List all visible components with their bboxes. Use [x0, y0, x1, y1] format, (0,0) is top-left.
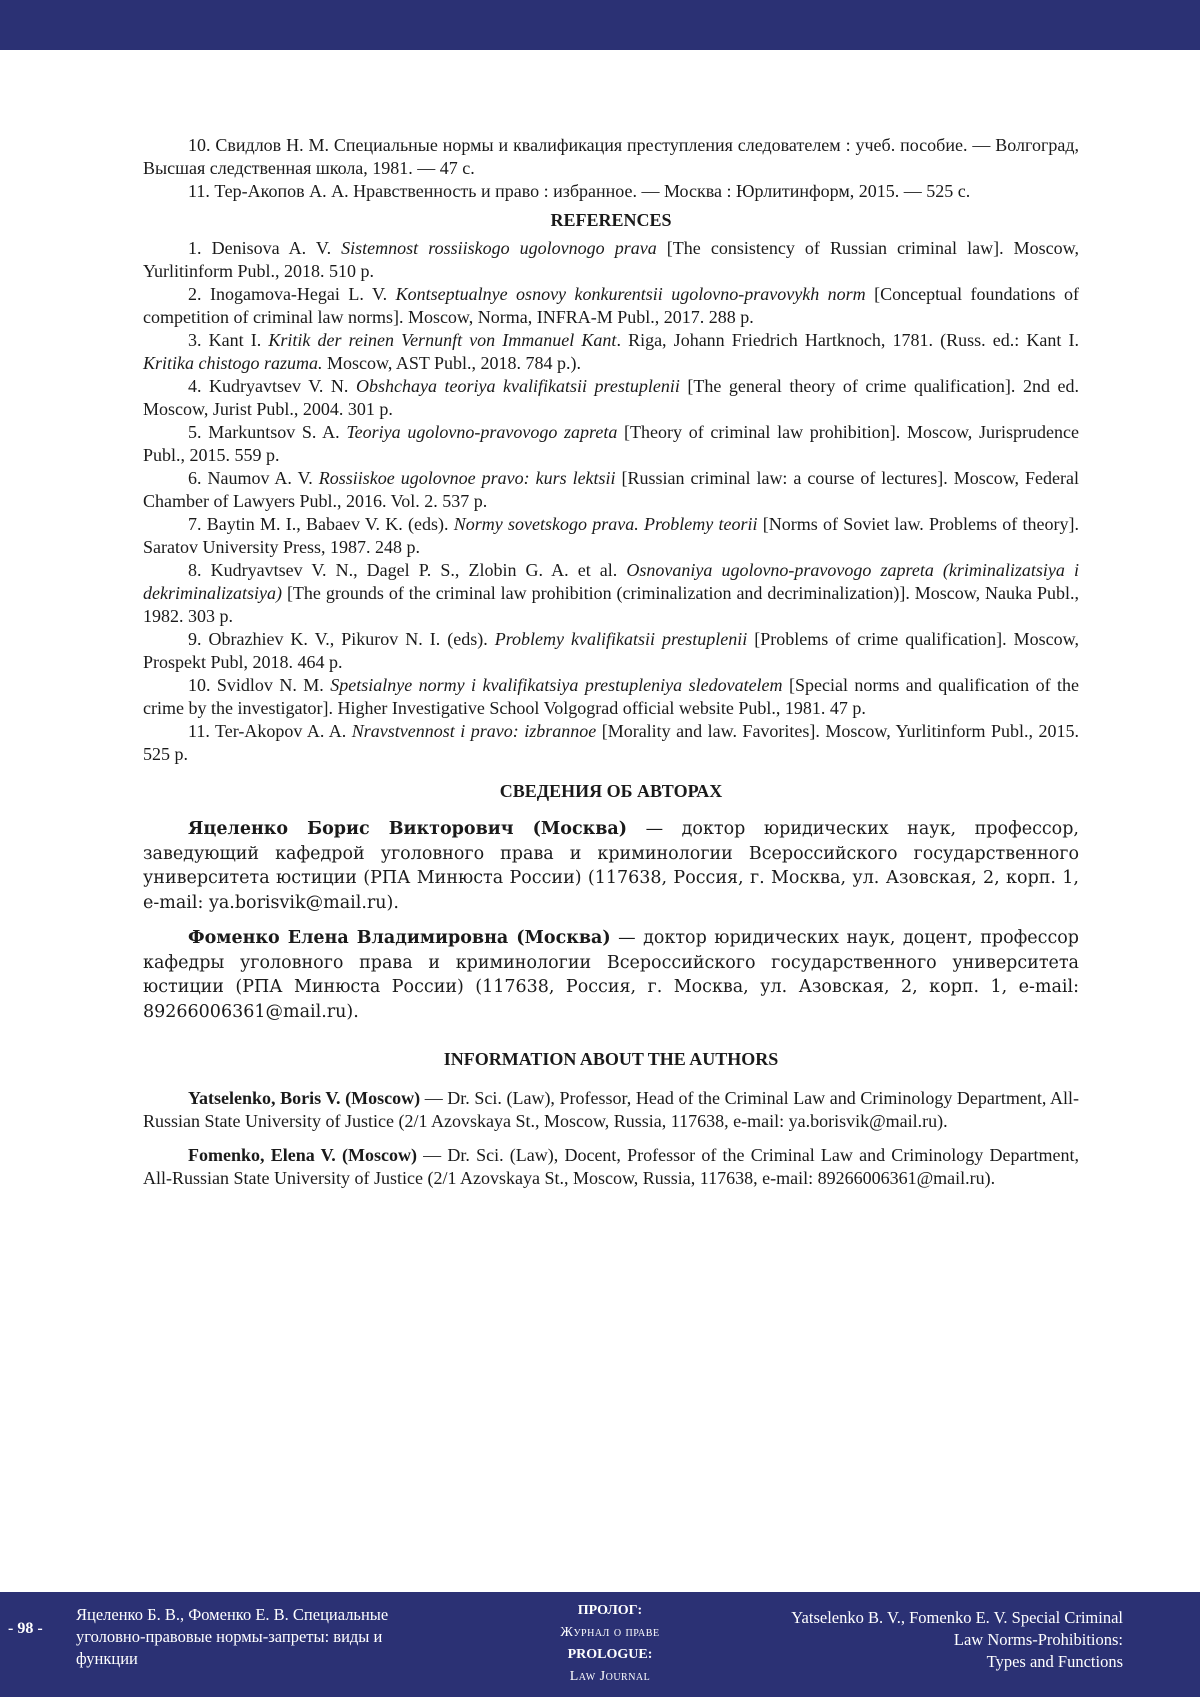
journal-title-en: PROLOGUE: — [567, 1647, 653, 1662]
footer-citation-en — [723, 1607, 1123, 1673]
page-number: - 98 - — [8, 1620, 43, 1637]
reference-item: 8. Kudryavtsev V. N., Dagel P. S., Zlobin G. A. et al. Osnovaniya ugolovno-pravovogo zapreta (kriminalizatsiya i dekriminalizatsiya) [The grounds of the criminal law prohibition (criminalization and decriminalization)]. Moscow, Nauka Publ., 1982. 303 p. — [143, 560, 1079, 626]
journal-subtitle-ru: Журнал о праве — [560, 1625, 660, 1640]
journal-title-ru: ПРОЛОГ: — [577, 1603, 643, 1618]
author-ru-item: Фоменко Елена Владимировна (Москва) — доктор юридических наук, доцент, профессор кафедры уголовного права и криминологии Всероссийского государственного университета юстиции (РПА Минюста России) (117638, Россия, г. Москва, ул. Азовская, 2, корп. 1, e-mail: 89266006361@mail.ru). — [143, 928, 1080, 1022]
footer-citation-en-line: Law Norms-Prohibitions: — [953, 1630, 1123, 1649]
footer-citation-en-line: Types and Functions — [986, 1652, 1123, 1671]
reference-item: 7. Baytin M. I., Babaev V. K. (eds). Normy sovetskogo prava. Problemy teorii [Norms of Soviet law. Problems of theory]. Saratov University Press, 1987. 248 p. — [143, 514, 1079, 557]
footer-citation-en-line: Yatselenko B. V., Fomenko E. V. Special Criminal — [791, 1608, 1123, 1627]
references-heading: REFERENCES — [550, 210, 672, 230]
page-content — [143, 134, 1079, 1201]
reference-item: 2. Inogamova-Hegai L. V. Kontseptualnye osnovy konkurentsii ugolovno-pravovykh norm [Conceptual foundations of competition of criminal law norms]. Moscow, Norma, INFRA-M Publ., 2017. 288 p. — [143, 284, 1079, 327]
footer-citation-ru-line: уголовно-правовые нормы-запреты: виды и — [76, 1627, 383, 1646]
author-en-item: Yatselenko, Boris V. (Moscow) — Dr. Sci. (Law), Professor, Head of the Criminal Law and Criminology Department, All-Russian State University of Justice (2/1 Azovskaya St., Moscow, Russia, 117638, e-mail: ya.borisvik@mail.ru). — [143, 1088, 1079, 1131]
references-list — [143, 237, 1079, 766]
reference-item: 3. Kant I. Kritik der reinen Vernunft von Immanuel Kant. Riga, Johann Friedrich Hartknoch, 1781. (Russ. ed.: Kant I. Kritika chistogo razuma. Moscow, AST Publ., 2018. 784 p.). — [143, 330, 1080, 373]
reference-item: 11. Ter-Akopov A. A. Nravstvennost i pravo: izbrannoe [Morality and law. Favorites]. Moscow, Yurlitinform Publ., 2015. 525 p. — [143, 721, 1079, 764]
footer-citation-ru — [76, 1604, 456, 1670]
ru-reference: 10. Свидлов Н. М. Специальные нормы и квалификация преступления следователем : учеб. пособие. — Волгоград, Высшая следственная школа, 1981. — 47 с. — [143, 135, 1079, 178]
footer-citation-ru-line: функции — [76, 1649, 138, 1668]
header-band — [0, 0, 1200, 50]
author-en-item: Fomenko, Elena V. (Moscow) — Dr. Sci. (Law), Docent, Professor of the Criminal Law and Criminology Department, All-Russian State University of Justice (2/1 Azovskaya St., Moscow, Russia, 117638, e-mail: 89266006361@mail.ru). — [143, 1145, 1079, 1188]
footer-citation-ru-line: Яцеленко Б. В., Фоменко Е. В. Специальные — [76, 1605, 389, 1624]
author-ru-item: Яцеленко Борис Викторович (Москва) — доктор юридических наук, профессор, заведующий кафедрой уголовного права и криминологии Всероссийского государственного университета юстиции (РПА Минюста России) (117638, Россия, г. Москва, ул. Азовская, 2, корп. 1, e-mail: ya.borisvik@mail.ru). — [143, 819, 1079, 913]
reference-item: 10. Svidlov N. M. Spetsialnye normy i kvalifikatsiya prestupleniya sledovatelem [Special norms and qualification of the crime by the investigator]. Higher Investigative School Volgograd official website Publ., 1981. 47 p. — [143, 675, 1079, 718]
reference-item: 9. Obrazhiev K. V., Pikurov N. I. (eds). Problemy kvalifikatsii prestuplenii [Problems of crime qualification]. Moscow, Prospekt Publ, 2018. 464 p. — [143, 629, 1079, 672]
authors-en-heading: INFORMATION ABOUT THE AUTHORS — [443, 1049, 779, 1069]
reference-item: 6. Naumov A. V. Rossiiskoe ugolovnoe pravo: kurs lektsii [Russian criminal law: a course of lectures]. Moscow, Federal Chamber of Lawyers Publ., 2016. Vol. 2. 537 p. — [143, 468, 1079, 511]
reference-item: 4. Kudryavtsev V. N. Obshchaya teoriya kvalifikatsii prestuplenii [The general theory of crime qualification]. 2nd ed. Moscow, Jurist Publ., 2004. 301 p. — [143, 376, 1079, 419]
journal-subtitle-en: Law Journal — [569, 1669, 651, 1684]
authors-ru-heading: СВЕДЕНИЯ ОБ АВТОРАХ — [499, 781, 723, 801]
ru-reference: 11. Тер-Акопов А. А. Нравственность и право : избранное. — Москва : Юрлитинформ, 2015. — 525 с. — [188, 181, 971, 201]
journal-title — [510, 1600, 710, 1688]
footer-band — [0, 1592, 1200, 1697]
reference-item: 1. Denisova A. V. Sistemnost rossiiskogo ugolovnogo prava [The consistency of Russian criminal law]. Moscow, Yurlitinform Publ., 2018. 510 p. — [143, 238, 1080, 281]
reference-item: 5. Markuntsov S. A. Teoriya ugolovno-pravovogo zapreta [Theory of criminal law prohibition]. Moscow, Jurisprudence Publ., 2015. 559 p. — [143, 422, 1079, 465]
